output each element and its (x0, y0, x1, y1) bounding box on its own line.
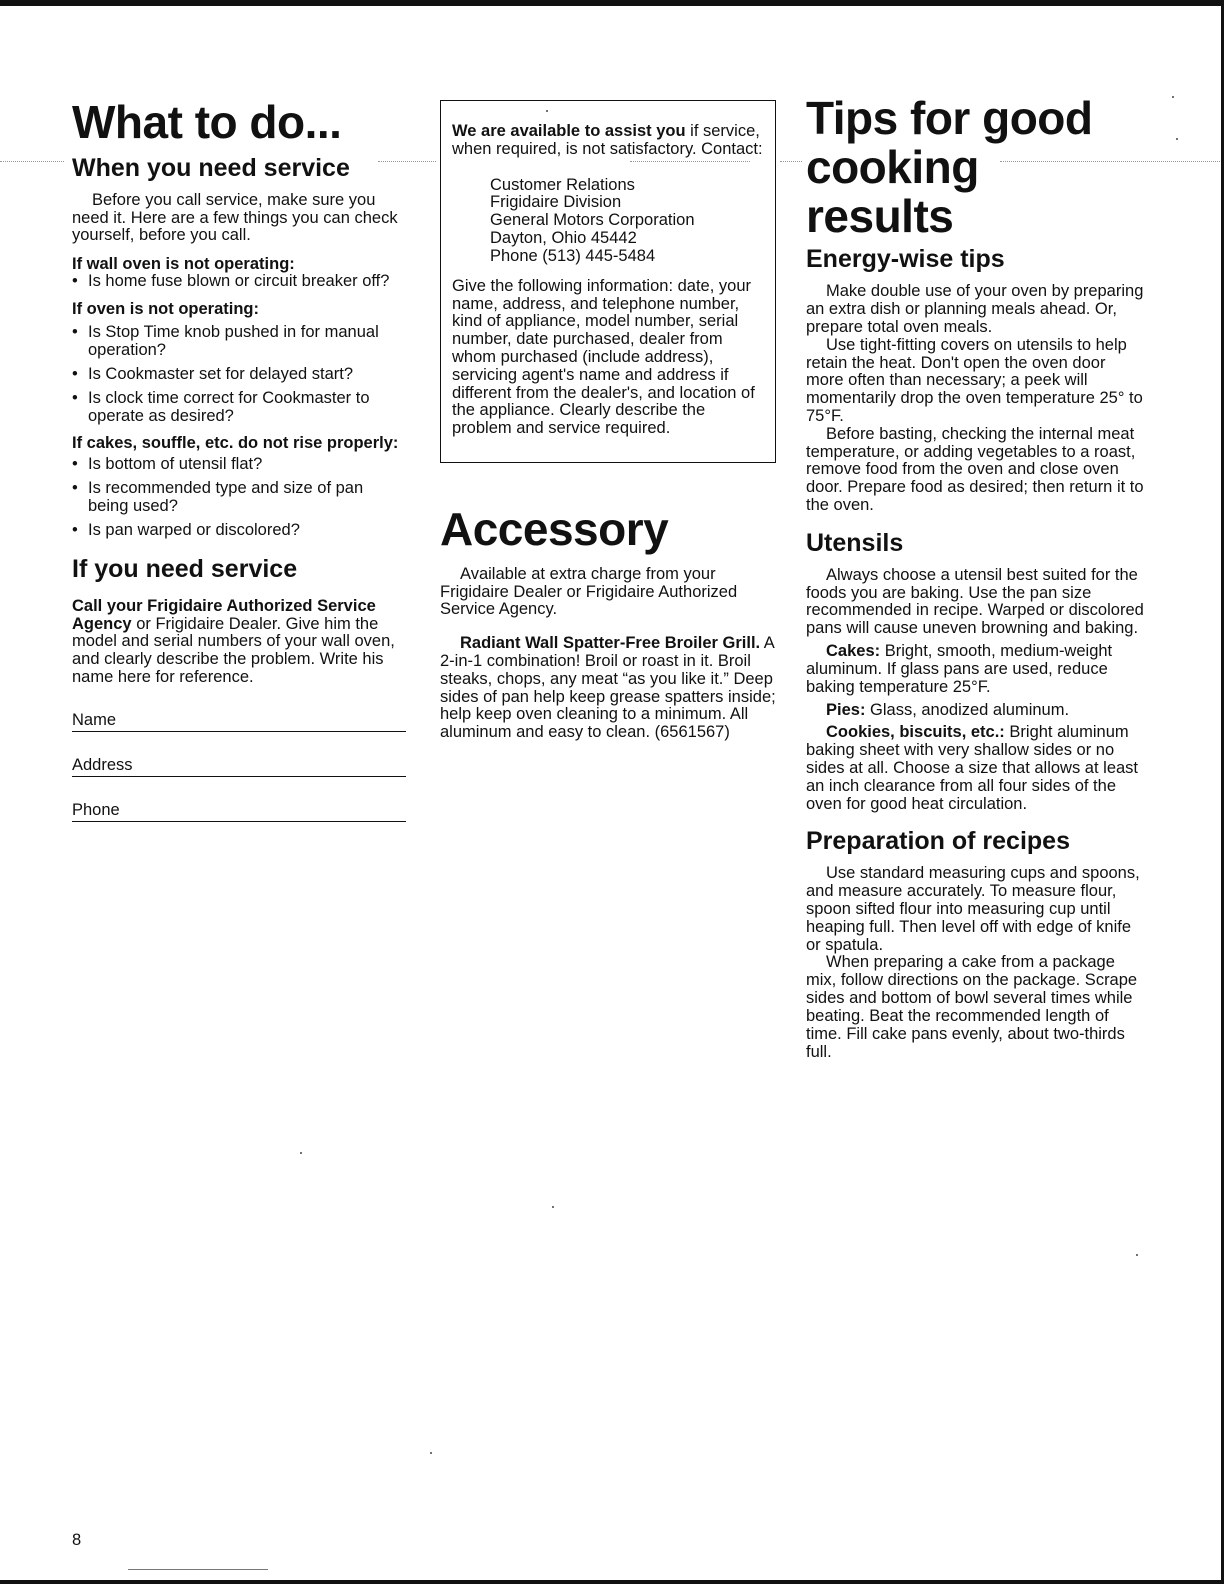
recipes-heading: Preparation of recipes (806, 827, 1070, 856)
contact-intro-text: if service, when required, is not satisfactory. Contact: (452, 122, 763, 158)
utensil-text: Bright aluminum baking sheet with very shallow sides or no sides at all. Choose a size that allows at least an inch clearance from all four sides of the oven for good heat circulation. (806, 723, 1139, 813)
check-item: • Is recommended type and size of pan being used? (72, 480, 406, 516)
scan-speck (1176, 138, 1178, 140)
check-item: • Is pan warped or discolored? (72, 522, 406, 540)
address-line: Dayton, Ohio 45442 (490, 229, 637, 248)
contact-box (440, 100, 776, 463)
contact-address (490, 177, 765, 266)
check-item: • Is Cookmaster set for delayed start? (72, 366, 406, 384)
check-item: • Is clock time correct for Cookmaster to operate as desired? (72, 390, 406, 426)
recipes-paragraph: Use standard measuring cups and spoons, and measure accurately. To measure flour, spoon sifted flour into measuring cup until heaping full. Then level off with edge of knife or spatula. (806, 864, 1140, 954)
check-item: • Is home fuse blown or circuit breaker off? (72, 273, 406, 291)
address-line: Customer Relations (490, 175, 635, 194)
reference-form (72, 711, 406, 822)
scan-speck (430, 1452, 432, 1454)
tips-title-line: results (806, 189, 954, 242)
scan-speck (1136, 1254, 1138, 1256)
product-text: A 2-in-1 combination! Broil or roast in it. Broil steaks, chops, any meat “as you like it.” Deep sides of pan help keep grease spatters inside; help keep oven cleaning to a minimum. All aluminum and easy to clean. (6561567) (440, 634, 776, 742)
service-paragraph (72, 598, 406, 687)
check-list (72, 456, 406, 539)
utensils-heading: Utensils (806, 528, 904, 557)
service-text: or Frigidaire Dealer. Give him the model and serial numbers of your wall oven, and clearly describe the problem. Write his name here for reference. (72, 614, 395, 686)
utensil-text: Glass, anodized aluminum. (865, 700, 1070, 719)
page-bottom-border (0, 1580, 1224, 1584)
service-bold-text: Call your Frigidaire Authorized Service Agency (72, 596, 376, 633)
page-number: 8 (72, 1531, 82, 1549)
address-line: Frigidaire Division (490, 193, 622, 212)
utensil-item (806, 643, 1146, 696)
energy-heading: Energy-wise tips (806, 245, 1005, 274)
scan-speck (1172, 96, 1174, 98)
check-item: • Is bottom of utensil flat? (72, 456, 406, 474)
middle-column (440, 90, 776, 742)
check-heading: If cakes, souffle, etc. do not rise properly: (72, 434, 399, 453)
tips-title-line: cooking (806, 140, 979, 193)
page-title: What to do... (72, 96, 342, 148)
contact-info-paragraph: Give the following information: date, your name, address, and telephone number, kind of appliance, model number, serial number, date purchased, dealer from whom purchased (include address), servicing agent's name and address if different from the dealer's, and location of the appliance. Clearly describe the problem and service required. (452, 276, 755, 438)
left-column (72, 90, 406, 822)
tips-title (806, 94, 1146, 240)
recipes-paragraph: When preparing a cake from a package mix, follow directions on the package. Scrape sides and bottom of bowl several times while beating. Beat the recommended length of time. Fill cake pans evenly, about two-thirds full. (806, 953, 1138, 1061)
contact-intro-bold: We are available to assist you (452, 122, 686, 140)
check-heading: If oven is not operating: (72, 300, 260, 319)
energy-paragraph: Make double use of your oven by preparing an extra dish or planning meals ahead. Or, prepare total oven meals. (806, 282, 1144, 336)
service-intro: Before you call service, make sure you need it. Here are a few things you can check yourself, before you call. (72, 190, 398, 245)
address-field[interactable]: Address (72, 756, 406, 777)
page-top-border (0, 0, 1224, 6)
right-column (806, 90, 1146, 1061)
energy-paragraph: Before basting, checking the internal meat temperature, or adding vegetables to a roast, remove food from the oven and close oven door. Prepare food as desired; then return it to the oven. (806, 424, 1144, 514)
check-list (72, 273, 406, 291)
when-service-heading: When you need service (72, 153, 350, 182)
accessory-title: Accessory (440, 503, 669, 555)
utensil-label: Cookies, biscuits, etc.: (826, 723, 1005, 742)
product-name: Radiant Wall Spatter-Free Broiler Grill. (460, 634, 761, 653)
scan-dots (0, 161, 64, 162)
scan-speck (552, 1206, 554, 1208)
check-item: • Is Stop Time knob pushed in for manual operation? (72, 324, 406, 360)
check-list (72, 324, 406, 425)
utensils-intro: Always choose a utensil best suited for the foods you are baking. Use the pan size recommended in recipe. Warped or discolored pans will cause uneven browning and baking. (806, 565, 1144, 638)
utensil-text: Bright, smooth, medium-weight aluminum. If glass pans are used, reduce baking temperature 25°F. (806, 642, 1113, 696)
scan-mark (128, 1569, 268, 1570)
utensil-label: Cakes: (826, 642, 881, 661)
utensil-label: Pies: (826, 700, 866, 719)
check-heading: If wall oven is not operating: (72, 255, 295, 274)
utensil-item (806, 724, 1146, 813)
utensil-item (806, 702, 1146, 720)
energy-paragraph: Use tight-fitting covers on utensils to help retain the heat. Don't open the oven door more often than necessary; a peek will momentarily drop the oven temperature 25° to 75°F. (806, 335, 1143, 425)
address-line: Phone (513) 445-5484 (490, 246, 656, 265)
phone-field[interactable]: Phone (72, 801, 406, 822)
contact-intro (452, 123, 765, 159)
address-line: General Motors Corporation (490, 211, 695, 230)
need-service-heading: If you need service (72, 554, 298, 583)
name-field[interactable]: Name (72, 711, 406, 732)
scan-speck (300, 1152, 302, 1154)
product-paragraph (440, 635, 776, 742)
tips-title-line: Tips for good (806, 92, 1093, 144)
accessory-intro: Available at extra charge from your Frigidaire Dealer or Frigidaire Authorized Service Agency. (440, 564, 738, 619)
scan-dots (780, 161, 802, 162)
